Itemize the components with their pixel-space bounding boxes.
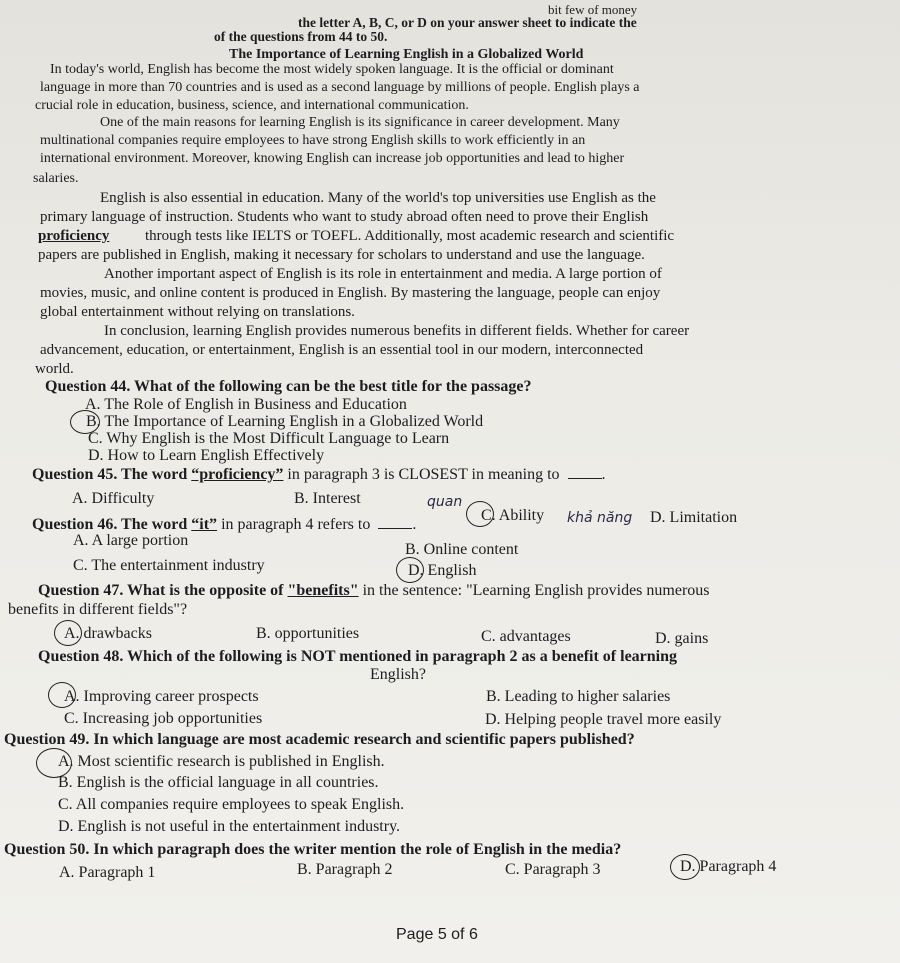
question-stem: Question 49. In which language are most academic research and scientific papers published?	[4, 731, 635, 748]
answer-circle	[54, 620, 82, 646]
question-stem	[38, 582, 710, 600]
option-b[interactable]: B. Paragraph 2	[297, 861, 393, 878]
paragraph-line: One of the main reasons for learning English is its significance in career development. Many	[100, 115, 620, 130]
question-stem: Question 44. What of the following can be the best title for the passage?	[45, 378, 532, 395]
paragraph-line: through tests like IELTS or TOEFL. Additionally, most academic research and scientific	[145, 228, 675, 244]
option-c[interactable]: C. Why English is the Most Difficult Language to Learn	[88, 430, 450, 447]
option-b[interactable]: B. The Importance of Learning English in a Globalized World	[86, 413, 484, 430]
option-c[interactable]: C. Increasing job opportunities	[64, 710, 263, 727]
option-d[interactable]: D. English	[408, 562, 477, 579]
option-c[interactable]: C. advantages	[481, 628, 571, 645]
handwritten-note: quan	[427, 494, 463, 510]
option-d[interactable]: D. English is not useful in the entertainment industry.	[58, 818, 401, 835]
paragraph-line: multinational companies require employees to have strong English skills to work efficiently in an	[40, 133, 586, 148]
answer-blank	[568, 464, 602, 479]
answer-circle	[466, 501, 494, 527]
option-d[interactable]: D. gains	[655, 630, 709, 647]
question-stem-post: in the sentence: "Learning English provides numerous	[358, 582, 710, 599]
answer-blank	[378, 514, 412, 529]
option-d[interactable]: D. Paragraph 4	[680, 858, 777, 875]
option-b[interactable]: B. Interest	[294, 490, 361, 507]
option-c[interactable]: C. Paragraph 3	[505, 861, 601, 878]
question-stem: Question 46. The word “it” in paragraph 4 refers to .	[32, 516, 417, 533]
question-stem-line: benefits in different fields"?	[8, 601, 188, 618]
option-b[interactable]: B. Leading to higher salaries	[486, 688, 671, 705]
option-d[interactable]: D. Helping people travel more easily	[485, 711, 722, 728]
question-stem-pre: Question 47. What is the opposite of	[38, 582, 288, 599]
paragraph-line: primary language of instruction. Students who want to study abroad often need to prove their English	[40, 209, 649, 225]
paragraph-line: Another important aspect of English is its role in entertainment and media. A large portion of	[104, 266, 662, 282]
option-b[interactable]: B. English is the official language in all countries.	[58, 774, 379, 791]
handwritten-note: khả năng	[567, 510, 633, 526]
option-a[interactable]: A. Most scientific research is published in English.	[58, 753, 385, 770]
instruction-line: the letter A, B, C, or D on your answer sheet to indicate the	[298, 15, 637, 30]
option-c[interactable]: C. Ability	[481, 507, 545, 524]
option-a[interactable]: A. Improving career prospects	[64, 688, 259, 705]
answer-circle	[48, 682, 76, 708]
question-stem-pre: Question 45. The word	[32, 466, 192, 483]
option-a[interactable]: A. Difficulty	[72, 490, 155, 507]
option-b[interactable]: B. opportunities	[256, 625, 360, 642]
keyword: “proficiency”	[191, 466, 284, 483]
question-stem-post: in paragraph 4 refers to	[217, 516, 371, 533]
option-a[interactable]: A. A large portion	[73, 532, 189, 549]
option-b[interactable]: B. Online content	[405, 541, 519, 558]
answer-circle	[670, 854, 700, 880]
page-number: Page 5 of 6	[396, 926, 478, 943]
answer-circle	[396, 557, 424, 583]
paragraph-line: global entertainment without relying on translations.	[40, 304, 355, 320]
keyword: "benefits"	[287, 582, 359, 599]
header-note: bit few of money	[548, 2, 638, 17]
option-c[interactable]: C. All companies require employees to speak English.	[58, 796, 405, 813]
question-stem: Question 50. In which paragraph does the writer mention the role of English in the media?	[4, 841, 622, 858]
instruction-line: of the questions from 44 to 50.	[214, 29, 388, 44]
paragraph-line: advancement, education, or entertainment, English is an essential tool in our modern, interconnected	[40, 342, 644, 358]
paragraph-line: international environment. Moreover, knowing English can increase job opportunities and lead to higher	[40, 151, 625, 166]
paragraph-line: In conclusion, learning English provides numerous benefits in different fields. Whether for career	[104, 323, 690, 339]
paragraph-line: language in more than 70 countries and is used as a second language by millions of people. English plays a	[40, 80, 640, 95]
proficiency-word: proficiency	[38, 228, 110, 244]
option-a[interactable]: A. drawbacks	[64, 625, 152, 642]
passage-title: The Importance of Learning English in a Globalized World	[229, 47, 584, 62]
paragraph-line: world.	[35, 361, 74, 377]
keyword: “it”	[191, 516, 218, 533]
paragraph-line: salaries.	[33, 171, 79, 186]
option-d[interactable]: D. How to Learn English Effectively	[88, 447, 325, 464]
question-stem-post: in paragraph 3 is CLOSEST in meaning to	[283, 466, 560, 483]
option-d[interactable]: D. Limitation	[650, 509, 738, 526]
question-stem: Question 48. Which of the following is NOT mentioned in paragraph 2 as a benefit of learning	[38, 648, 678, 665]
question-stem-line: English?	[370, 666, 426, 683]
paragraph-line: papers are published in English, making it necessary for scholars to understand and use the language.	[38, 247, 645, 263]
option-c[interactable]: C. The entertainment industry	[73, 557, 265, 574]
paragraph-line: English is also essential in education. Many of the world's top universities use English as the	[100, 190, 656, 206]
paragraph-line: crucial role in education, business, science, and international communication.	[35, 98, 469, 113]
paragraph-line: In today's world, English has become the most widely spoken language. It is the official or dominant	[50, 62, 614, 77]
option-a[interactable]: A. The Role of English in Business and Education	[85, 396, 407, 413]
paragraph-line: movies, music, and online content is produced in English. By mastering the language, people can enjoy	[40, 285, 661, 301]
option-a[interactable]: A. Paragraph 1	[59, 864, 156, 881]
question-stem: Question 45. The word “proficiency” in paragraph 3 is CLOSEST in meaning to .	[32, 466, 606, 483]
question-stem-pre: Question 46. The word	[32, 516, 192, 533]
